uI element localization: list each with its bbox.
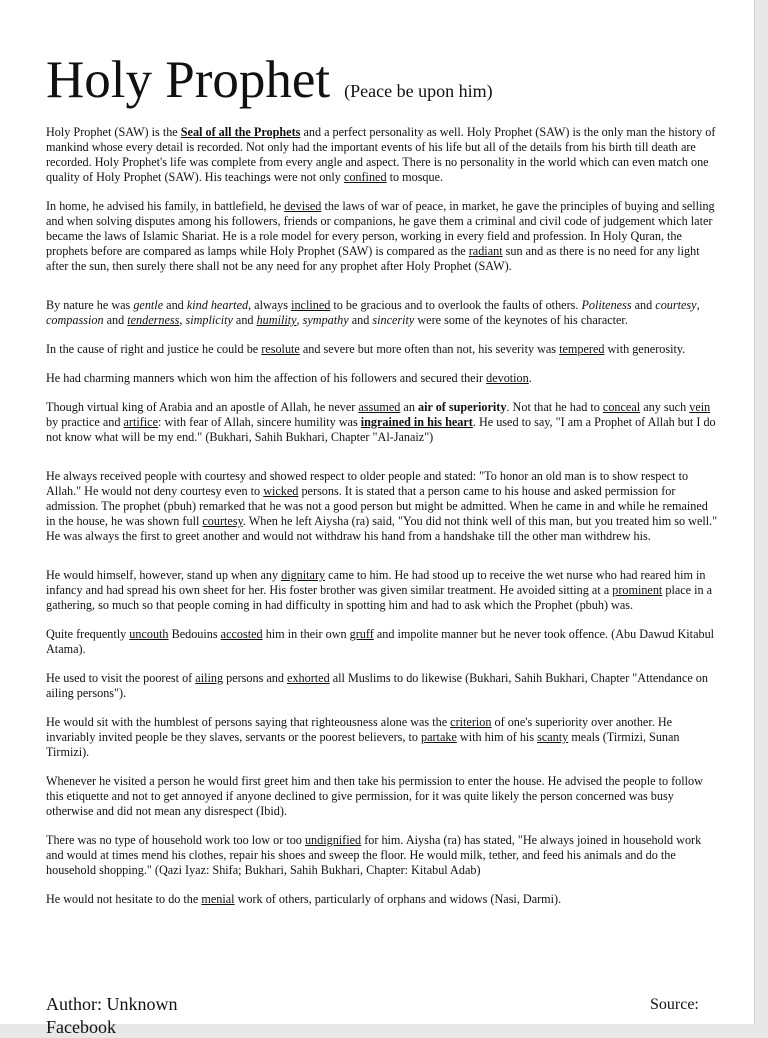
text-run: . He used to say, "I am a Prophet of Allah but I do not know what will be my end." (Bukhari, Sahih Bukhari, Chapter "Al-Janaiz") (46, 415, 716, 444)
text-run: , always (248, 298, 292, 312)
emphasized-text: undignified (304, 833, 362, 847)
paragraph (46, 400, 720, 445)
article-body (46, 125, 720, 921)
emphasized-text: Politeness (581, 298, 632, 312)
paragraph (46, 371, 720, 386)
text-run: In the cause of right and justice he could be (46, 342, 262, 356)
text-run: There was no type of household work too low or too (46, 833, 305, 847)
text-run: He would not hesitate to do the (46, 892, 202, 906)
emphasized-text: artifice (123, 415, 159, 429)
text-run: any such (640, 400, 690, 414)
author-line: Author: Unknown (46, 994, 178, 1014)
text-run: Though virtual king of Arabia and an apostle of Allah, he never (46, 400, 359, 414)
text-run: by practice and (46, 415, 124, 429)
text-run: Quite frequently (46, 627, 130, 641)
text-run: . Not that he had to (506, 400, 603, 414)
emphasized-text: resolute (261, 342, 300, 356)
emphasized-text: exhorted (287, 671, 330, 685)
text-run: with generosity. (604, 342, 686, 356)
emphasized-text: confined (343, 170, 387, 184)
text-run: By nature he was (46, 298, 134, 312)
emphasized-text: courtesy (655, 298, 697, 312)
emphasized-text: inclined (291, 298, 331, 312)
paragraph (46, 125, 720, 185)
text-run: persons. It is stated that a person came to his house and asked permission for admission. The prophet (pbuh) remarked that he was not a good person but might be admitted. When he came in and while he remained in the house, he was shown full (46, 484, 708, 528)
emphasized-text: sympathy (302, 313, 349, 327)
emphasized-text: wicked (263, 484, 299, 498)
paragraph (46, 298, 720, 328)
text-run: and (163, 298, 187, 312)
paragraph (46, 671, 720, 701)
text-run: , (296, 313, 303, 327)
text-run: He used to visit the poorest of (46, 671, 196, 685)
text-run: He had charming manners which won him the affection of his followers and secured their (46, 371, 487, 385)
emphasized-text: scanty (537, 730, 569, 744)
paragraph (46, 774, 720, 819)
emphasized-text: conceal (602, 400, 641, 414)
text-run: , (179, 313, 186, 327)
emphasized-text: dignitary (281, 568, 326, 582)
text-run: the laws of war of peace, in market, he gave the principles of buying and selling and when solving disputes among his followers, friends or companions, he gave them a criminal and civil code of judgement which later became the laws of Islamic Shariat. He is a role model for every person, working in every field and profession. In Holy Quran, the prophets before are compared as lamps while Holy Prophet (SAW) is compared as the (46, 199, 715, 258)
emphasized-text: criterion (450, 715, 492, 729)
emphasized-text: tenderness (127, 313, 180, 327)
text-run: were some of the keynotes of his character. (414, 313, 628, 327)
page-subtitle: (Peace be upon him) (344, 81, 493, 101)
text-run: persons and (223, 671, 288, 685)
text-run: meals (Tirmizi, Sunan Tirmizi). (46, 730, 680, 759)
text-run: him in their own (262, 627, 350, 641)
text-run: Whenever he visited a person he would first greet him and then take his permission to enter the house. He advised the people to follow this etiquette and not to get annoyed if anyone declined to give permission, for it was quite likely the person concerned was busy otherwise and did not mean any disrespect (Ibid). (46, 774, 703, 818)
emphasized-text: ingrained in his heart (360, 415, 473, 429)
source-label: Source: (650, 996, 699, 1013)
emphasized-text: assumed (358, 400, 401, 414)
emphasized-text: sincerity (372, 313, 415, 327)
emphasized-text: ailing (195, 671, 224, 685)
text-run: all Muslims to do likewise (Bukhari, Sahih Bukhari, Chapter "Attendance on ailing persons"). (46, 671, 708, 700)
emphasized-text: uncouth (129, 627, 169, 641)
page-title: Holy Prophet (46, 51, 331, 109)
paragraph (46, 469, 720, 544)
emphasized-text: devotion (486, 371, 529, 385)
emphasized-text: tempered (559, 342, 605, 356)
text-run: and (631, 298, 656, 312)
emphasized-text: gruff (349, 627, 374, 641)
text-run: He would himself, however, stand up when any (46, 568, 282, 582)
emphasized-text: courtesy (202, 514, 243, 528)
text-run: for him. Aiysha (ra) has stated, "He always joined in household work and would at times mend his clothes, repair his shoes and sweep the floor. He would milk, tether, and feed his animals and do the household shopping." (Qazi Iyaz: Shifa; Bukhari, Sahih Bukhari, Chapter: Kitabul Adab) (46, 833, 702, 877)
emphasized-text: gentle (133, 298, 164, 312)
paragraph (46, 833, 720, 878)
text-run: Holy Prophet (SAW) is the (46, 125, 181, 139)
text-run: place in a gathering, so much so that people coming in had difficulty in spotting him and had to ask which the Prophet (pbuh) was. (46, 583, 713, 612)
paragraph (46, 568, 720, 613)
emphasized-text: prominent (612, 583, 663, 597)
footer-cut-line: Facebook (46, 1017, 116, 1037)
paragraph (46, 199, 720, 274)
text-run: with him of his (456, 730, 538, 744)
text-run: and severe but more often than not, his severity was (299, 342, 560, 356)
text-run: and (348, 313, 373, 327)
text-run: and (103, 313, 128, 327)
emphasized-text: accosted (220, 627, 263, 641)
title-row (46, 50, 493, 110)
text-run: to be gracious and to overlook the faults of others. (330, 298, 582, 312)
emphasized-text: menial (201, 892, 235, 906)
text-run: work of others, particularly of orphans and widows (Nasi, Darmi). (234, 892, 562, 906)
text-run: In home, he advised his family, in battlefield, he (46, 199, 285, 213)
text-run: came to him. He had stood up to receive the wet nurse who had reared him in infancy and had spread his own sheet for her. His foster brother was given similar treatment. He avoided sitting at a (46, 568, 706, 597)
text-run: sun and as there is no need for any light after the sun, then surely there shall not be any need for any prophet after Holy Prophet (SAW). (46, 244, 700, 273)
paragraph (46, 627, 720, 657)
emphasized-text: devised (284, 199, 322, 213)
emphasized-text: compassion (46, 313, 104, 327)
text-run: He always received people with courtesy and showed respect to older people and stated: "To honor an old man is to show respect to Allah." He would not deny courtesy even to (46, 469, 689, 498)
text-run: , (696, 298, 700, 312)
emphasized-text: humility (256, 313, 297, 327)
text-run: Bedouins (168, 627, 221, 641)
emphasized-text: kind hearted (186, 298, 249, 312)
text-run: . (528, 371, 532, 385)
text-run: . When he left Aiysha (ra) said, "You did not think well of this man, but you treated him so well." He was always the first to greet another and would not withdraw his hand from a handshake till the other man withdrew his. (46, 514, 718, 543)
emphasized-text: simplicity (185, 313, 233, 327)
text-run: and (232, 313, 257, 327)
text-run: : with fear of Allah, sincere humility was (158, 415, 361, 429)
text-run: to mosque. (386, 170, 444, 184)
emphasized-text: Seal of all the Prophets (180, 125, 301, 139)
paragraph (46, 892, 720, 907)
text-run: and impolite manner but he never took offence. (Abu Dawud Kitabul Atama). (46, 627, 715, 656)
text-run: and a perfect personality as well. Holy Prophet (SAW) is the only man the history of mankind whose every detail is recorded. Not only had the important events of his life but all of the details from his birth till death are recorded. Holy Prophet's life was complete from every angle and aspect. There is no personality in the world which can even match one quality of Holy Prophet (SAW). His teachings were not only (46, 125, 716, 184)
text-run: He would sit with the humblest of persons saying that righteousness alone was the (46, 715, 451, 729)
paragraph (46, 715, 720, 760)
emphasized-text: radiant (468, 244, 503, 258)
emphasized-text: vein (689, 400, 711, 414)
paragraph (46, 342, 720, 357)
text-run: of one's superiority over another. He invariably invited people be they slaves, servants or the poorest believers, to (46, 715, 673, 744)
text-run: an (400, 400, 418, 414)
emphasized-text: partake (421, 730, 457, 744)
emphasized-text: air of superiority (417, 400, 507, 414)
